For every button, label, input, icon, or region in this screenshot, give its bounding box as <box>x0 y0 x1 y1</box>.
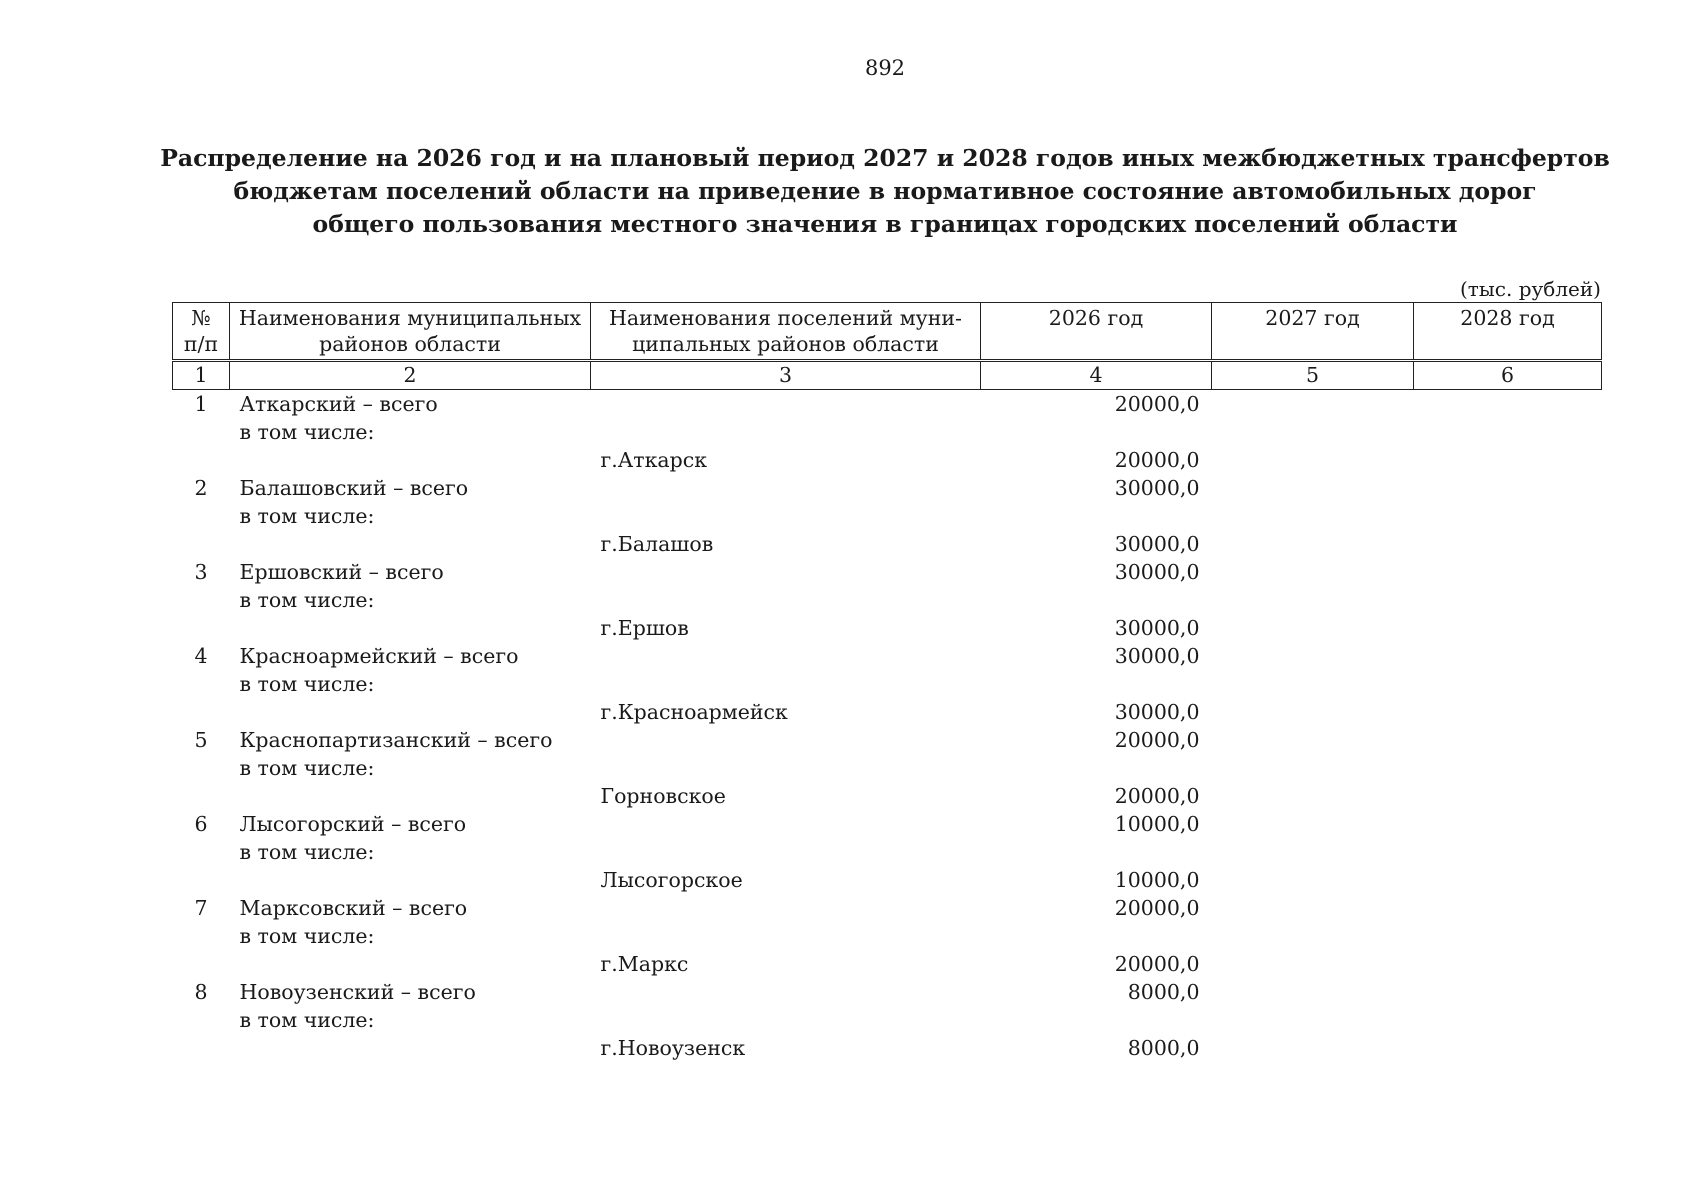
value-2027 <box>1212 922 1414 950</box>
value-2026 <box>981 838 1212 866</box>
settlement-empty <box>591 838 981 866</box>
row-number: 5 <box>194 728 208 752</box>
value-2028 <box>1414 894 1602 922</box>
table-row-subtotal-label <box>173 670 1602 698</box>
header-district <box>230 303 591 361</box>
value-2026: 30000,0 <box>1114 616 1200 640</box>
value-2026: 20000,0 <box>1114 784 1200 808</box>
value-2026: 10000,0 <box>1114 812 1200 836</box>
page-number: 892 <box>864 56 906 80</box>
settlement-empty <box>591 474 981 502</box>
value-2028 <box>1414 1006 1602 1034</box>
value-2026: 30000,0 <box>1114 560 1200 584</box>
value-2028 <box>1414 698 1602 726</box>
title-line-3: общего пользования местного значения в границах городских поселений области <box>312 210 1458 238</box>
value-2026 <box>981 670 1212 698</box>
settlement-empty <box>591 978 981 1006</box>
table-row-settlement <box>173 782 1602 810</box>
district-name: Красноармейский – всего <box>239 644 519 668</box>
row-number-empty <box>173 754 230 782</box>
row-number-empty <box>173 502 230 530</box>
row-number: 7 <box>194 896 208 920</box>
value-2028 <box>1414 978 1602 1006</box>
value-2026: 30000,0 <box>1114 532 1200 556</box>
row-number-empty <box>173 670 230 698</box>
settlement-name: г.Маркс <box>600 952 689 976</box>
district-empty <box>230 782 591 810</box>
settlement-empty <box>591 922 981 950</box>
value-2028 <box>1414 418 1602 446</box>
value-2028 <box>1414 866 1602 894</box>
table-row-district <box>173 978 1602 1006</box>
row-number-empty <box>173 418 230 446</box>
district-name: Лысогорский – всего <box>239 812 467 836</box>
row-number-empty <box>173 782 230 810</box>
column-number: 1 <box>173 361 230 390</box>
table-row-subtotal-label <box>173 586 1602 614</box>
value-2028 <box>1414 502 1602 530</box>
title-line-1: Распределение на 2026 год и на плановый период 2027 и 2028 годов иных межбюджетных трансфертов <box>160 144 1610 172</box>
table-row-subtotal-label <box>173 418 1602 446</box>
column-number: 5 <box>1212 361 1414 390</box>
district-empty <box>230 950 591 978</box>
value-2026: 10000,0 <box>1114 868 1200 892</box>
value-2028 <box>1414 614 1602 642</box>
column-number: 6 <box>1414 361 1602 390</box>
settlement-empty <box>591 726 981 754</box>
table-row-settlement <box>173 530 1602 558</box>
row-number-empty <box>173 446 230 474</box>
settlement-name: г.Красноармейск <box>600 700 788 724</box>
row-number-empty <box>173 698 230 726</box>
value-2026: 20000,0 <box>1114 448 1200 472</box>
settlement-empty <box>591 642 981 670</box>
table-body <box>173 390 1602 1063</box>
settlement-empty <box>591 558 981 586</box>
value-2026: 20000,0 <box>1114 952 1200 976</box>
sub-label: в том числе: <box>239 1008 375 1032</box>
value-2027 <box>1212 502 1414 530</box>
value-2026 <box>981 754 1212 782</box>
table-row-settlement <box>173 866 1602 894</box>
value-2027 <box>1212 670 1414 698</box>
settlement-name: г.Новоузенск <box>600 1036 746 1060</box>
value-2028 <box>1414 586 1602 614</box>
district-empty <box>230 530 591 558</box>
column-number: 3 <box>591 361 981 390</box>
header-number <box>173 303 230 361</box>
value-2028 <box>1414 922 1602 950</box>
row-number-empty <box>173 1006 230 1034</box>
value-2028 <box>1414 390 1602 419</box>
value-2027 <box>1212 894 1414 922</box>
district-empty <box>230 614 591 642</box>
value-2027 <box>1212 474 1414 502</box>
table-row-settlement <box>173 698 1602 726</box>
header-district-line-1: Наименования муниципальных <box>238 306 582 330</box>
value-2026 <box>981 502 1212 530</box>
row-number: 1 <box>194 392 208 416</box>
district-name: Ершовский – всего <box>239 560 444 584</box>
row-number-empty <box>173 866 230 894</box>
value-2027 <box>1212 390 1414 419</box>
column-number-row <box>173 361 1602 390</box>
row-number-empty <box>173 530 230 558</box>
value-2028 <box>1414 838 1602 866</box>
value-2027 <box>1212 558 1414 586</box>
row-number: 4 <box>194 644 208 668</box>
table-row-subtotal-label <box>173 922 1602 950</box>
settlement-empty <box>591 894 981 922</box>
value-2027 <box>1212 698 1414 726</box>
sub-label: в том числе: <box>239 840 375 864</box>
value-2028 <box>1414 726 1602 754</box>
district-name: Краснопартизанский – всего <box>239 728 553 752</box>
value-2027 <box>1212 614 1414 642</box>
table-row-settlement <box>173 446 1602 474</box>
value-2027 <box>1212 586 1414 614</box>
sub-label: в том числе: <box>239 420 375 444</box>
row-number: 3 <box>194 560 208 584</box>
value-2027 <box>1212 866 1414 894</box>
value-2028 <box>1414 950 1602 978</box>
header-number-line-1: № <box>191 306 211 330</box>
value-2028 <box>1414 782 1602 810</box>
value-2026 <box>981 1006 1212 1034</box>
value-2028 <box>1414 530 1602 558</box>
district-empty <box>230 1034 591 1062</box>
table-row-subtotal-label <box>173 838 1602 866</box>
value-2026: 20000,0 <box>1114 728 1200 752</box>
settlement-empty <box>591 586 981 614</box>
table-row-settlement <box>173 614 1602 642</box>
settlement-name: Лысогорское <box>600 868 743 892</box>
settlement-empty <box>591 418 981 446</box>
header-district-line-2: районов области <box>319 332 501 356</box>
value-2027 <box>1212 1006 1414 1034</box>
column-number: 2 <box>230 361 591 390</box>
settlement-name: Горновское <box>600 784 726 808</box>
value-2027 <box>1212 838 1414 866</box>
sub-label: в том числе: <box>239 504 375 528</box>
header-settlement-line-1: Наименования поселений муни- <box>609 306 962 330</box>
row-number: 2 <box>194 476 208 500</box>
settlement-name: г.Аткарск <box>600 448 708 472</box>
header-2028: 2028 год <box>1414 303 1602 361</box>
transfers-table <box>172 302 1602 1062</box>
value-2027 <box>1212 950 1414 978</box>
table-row-district <box>173 390 1602 419</box>
sub-label: в том числе: <box>239 672 375 696</box>
district-name: Марксовский – всего <box>239 896 468 920</box>
table-header-row <box>173 303 1602 361</box>
value-2026: 20000,0 <box>1114 896 1200 920</box>
table-row-district <box>173 474 1602 502</box>
value-2026: 20000,0 <box>1114 392 1200 416</box>
table-row-district <box>173 558 1602 586</box>
table-row-settlement <box>173 1034 1602 1062</box>
table-row-district <box>173 810 1602 838</box>
sub-label: в том числе: <box>239 588 375 612</box>
value-2026: 30000,0 <box>1114 476 1200 500</box>
value-2028 <box>1414 446 1602 474</box>
table-row-district <box>173 642 1602 670</box>
header-settlement-line-2: ципальных районов области <box>632 332 939 356</box>
value-2028 <box>1414 558 1602 586</box>
value-2026 <box>981 418 1212 446</box>
value-2027 <box>1212 530 1414 558</box>
header-2026: 2026 год <box>981 303 1212 361</box>
value-2028 <box>1414 474 1602 502</box>
row-number: 6 <box>194 812 208 836</box>
settlement-empty <box>591 670 981 698</box>
table-row-subtotal-label <box>173 1006 1602 1034</box>
district-empty <box>230 446 591 474</box>
row-number-empty <box>173 1034 230 1062</box>
settlement-empty <box>591 1006 981 1034</box>
value-2027 <box>1212 978 1414 1006</box>
value-2028 <box>1414 670 1602 698</box>
district-empty <box>230 698 591 726</box>
document-title <box>140 142 1630 241</box>
value-2027 <box>1212 642 1414 670</box>
header-number-line-2: п/п <box>183 332 219 356</box>
district-empty <box>230 866 591 894</box>
value-2027 <box>1212 418 1414 446</box>
settlement-empty <box>591 754 981 782</box>
settlement-empty <box>591 502 981 530</box>
column-number: 4 <box>981 361 1212 390</box>
settlement-name: г.Балашов <box>600 532 714 556</box>
row-number-empty <box>173 838 230 866</box>
value-2026 <box>981 586 1212 614</box>
table-row-subtotal-label <box>173 754 1602 782</box>
value-2027 <box>1212 754 1414 782</box>
value-2027 <box>1212 726 1414 754</box>
value-2028 <box>1414 1034 1602 1062</box>
table-row-subtotal-label <box>173 502 1602 530</box>
row-number-empty <box>173 950 230 978</box>
district-name: Аткарский – всего <box>239 392 438 416</box>
header-settlement <box>591 303 981 361</box>
settlement-empty <box>591 390 981 419</box>
title-line-2: бюджетам поселений области на приведение в нормативное состояние автомобильных дорог <box>233 177 1537 205</box>
value-2026: 30000,0 <box>1114 644 1200 668</box>
value-2028 <box>1414 810 1602 838</box>
sub-label: в том числе: <box>239 756 375 780</box>
sub-label: в том числе: <box>239 924 375 948</box>
settlement-name: г.Ершов <box>600 616 689 640</box>
district-name: Новоузенский – всего <box>239 980 476 1004</box>
value-2027 <box>1212 446 1414 474</box>
value-2027 <box>1212 1034 1414 1062</box>
row-number-empty <box>173 614 230 642</box>
table-row-settlement <box>173 950 1602 978</box>
value-2027 <box>1212 810 1414 838</box>
units-label: (тыс. рублей) <box>1460 277 1601 301</box>
row-number-empty <box>173 586 230 614</box>
value-2026: 8000,0 <box>1127 1036 1200 1060</box>
value-2028 <box>1414 754 1602 782</box>
value-2026: 8000,0 <box>1127 980 1200 1004</box>
header-2027: 2027 год <box>1212 303 1414 361</box>
row-number-empty <box>173 922 230 950</box>
value-2026: 30000,0 <box>1114 700 1200 724</box>
row-number: 8 <box>194 980 208 1004</box>
table-row-district <box>173 894 1602 922</box>
value-2026 <box>981 922 1212 950</box>
value-2028 <box>1414 642 1602 670</box>
table-row-district <box>173 726 1602 754</box>
settlement-empty <box>591 810 981 838</box>
value-2027 <box>1212 782 1414 810</box>
district-name: Балашовский – всего <box>239 476 469 500</box>
